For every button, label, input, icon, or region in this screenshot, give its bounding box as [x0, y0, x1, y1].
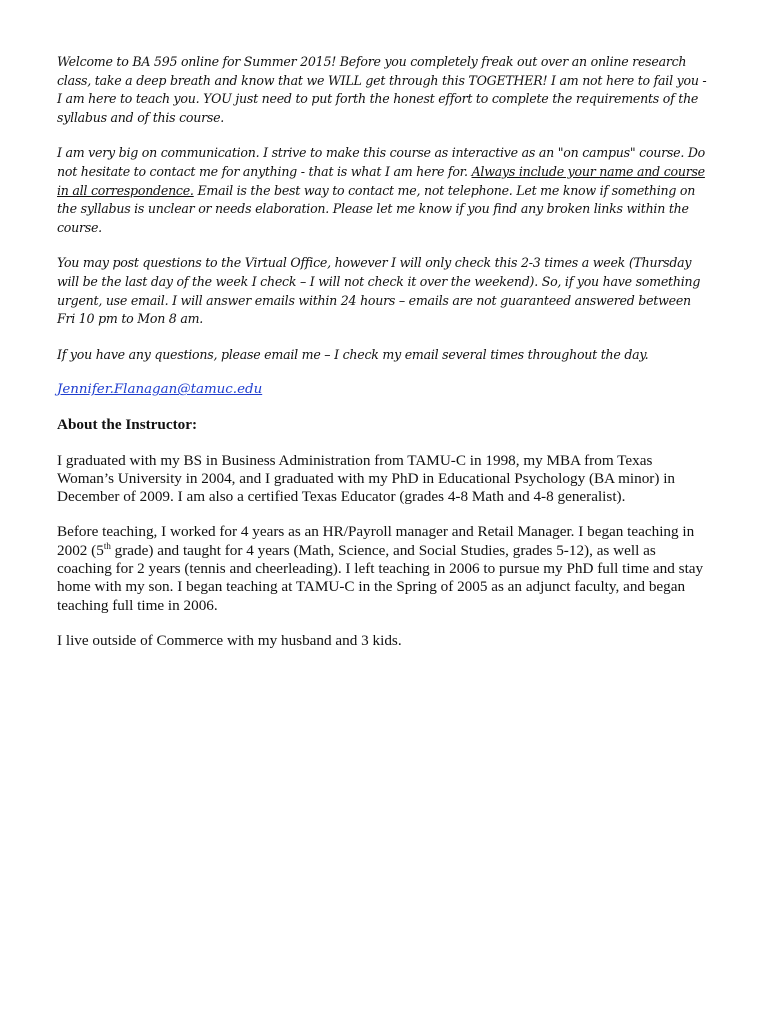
instructor-email-link[interactable]: Jennifer.Flanagan@tamuc.edu — [57, 382, 263, 398]
career-text-part1: Before teaching, I worked for 4 years as an HR/Payroll manager and Retail Manager. I began teaching in 2002 (5 — [57, 523, 695, 559]
career-paragraph — [57, 523, 707, 615]
questions-paragraph: If you have any questions, please email me – I check my email several times throughout the day. — [57, 346, 649, 362]
about-instructor-heading: About the Instructor: — [57, 415, 198, 433]
communication-text-before: I am very big on communication. I strive to make this course as interactive as an "on campus" course. Do not hesitate to contact me for anything - that is what I am here for. — [57, 145, 706, 179]
syllabus-page — [57, 53, 707, 667]
virtual-office-paragraph: You may post questions to the Virtual Office, however I will only check this 2-3 times a week (Thursday will be the last day of the week I check – I will not check it over the weekend). So, if you have something urgent, use email. I will answer emails within 24 hours – emails are not guaranteed answered between Fri 10 pm to Mon 8 am. — [57, 255, 701, 327]
welcome-paragraph: Welcome to BA 595 online for Summer 2015! Before you completely freak out over an online research class, take a deep breath and know that we WILL get through this TOGETHER! I am not here to fail you - I am here to teach you. YOU just need to put forth the honest effort to complete the requirements of the syllabus and of this course. — [57, 54, 707, 125]
correspondence-instruction: Always include your name and course in all correspondence. — [57, 163, 705, 198]
education-paragraph: I graduated with my BS in Business Administration from TAMU-C in 1998, my MBA from Texas Woman’s University in 2004, and I graduated with my PhD in Educational Psychology (BA minor) in December of 2009. I am also a certified Texas Educator (grades 4-8 Math and 4-8 generalist). — [57, 451, 676, 506]
career-text-part2: grade) and taught for 4 years (Math, Science, and Social Studies, grades 5-12), as well as coaching for 2 years (tennis and cheerleading). I left teaching in 2006 to pursue my PhD full time and stay home with my son. I began teaching at TAMU-C in the Spring of 2005 as an adjunct faculty, and began teaching full time in 2006. — [57, 541, 704, 614]
ordinal-suffix: th — [103, 540, 111, 551]
communication-paragraph — [57, 144, 707, 237]
family-paragraph: I live outside of Commerce with my husband and 3 kids. — [57, 631, 402, 649]
communication-text-after: Email is the best way to contact me, not telephone. Let me know if something on the syllabus is unclear or needs elaboration. Please let me know if you find any broken links within the course. — [57, 182, 696, 235]
